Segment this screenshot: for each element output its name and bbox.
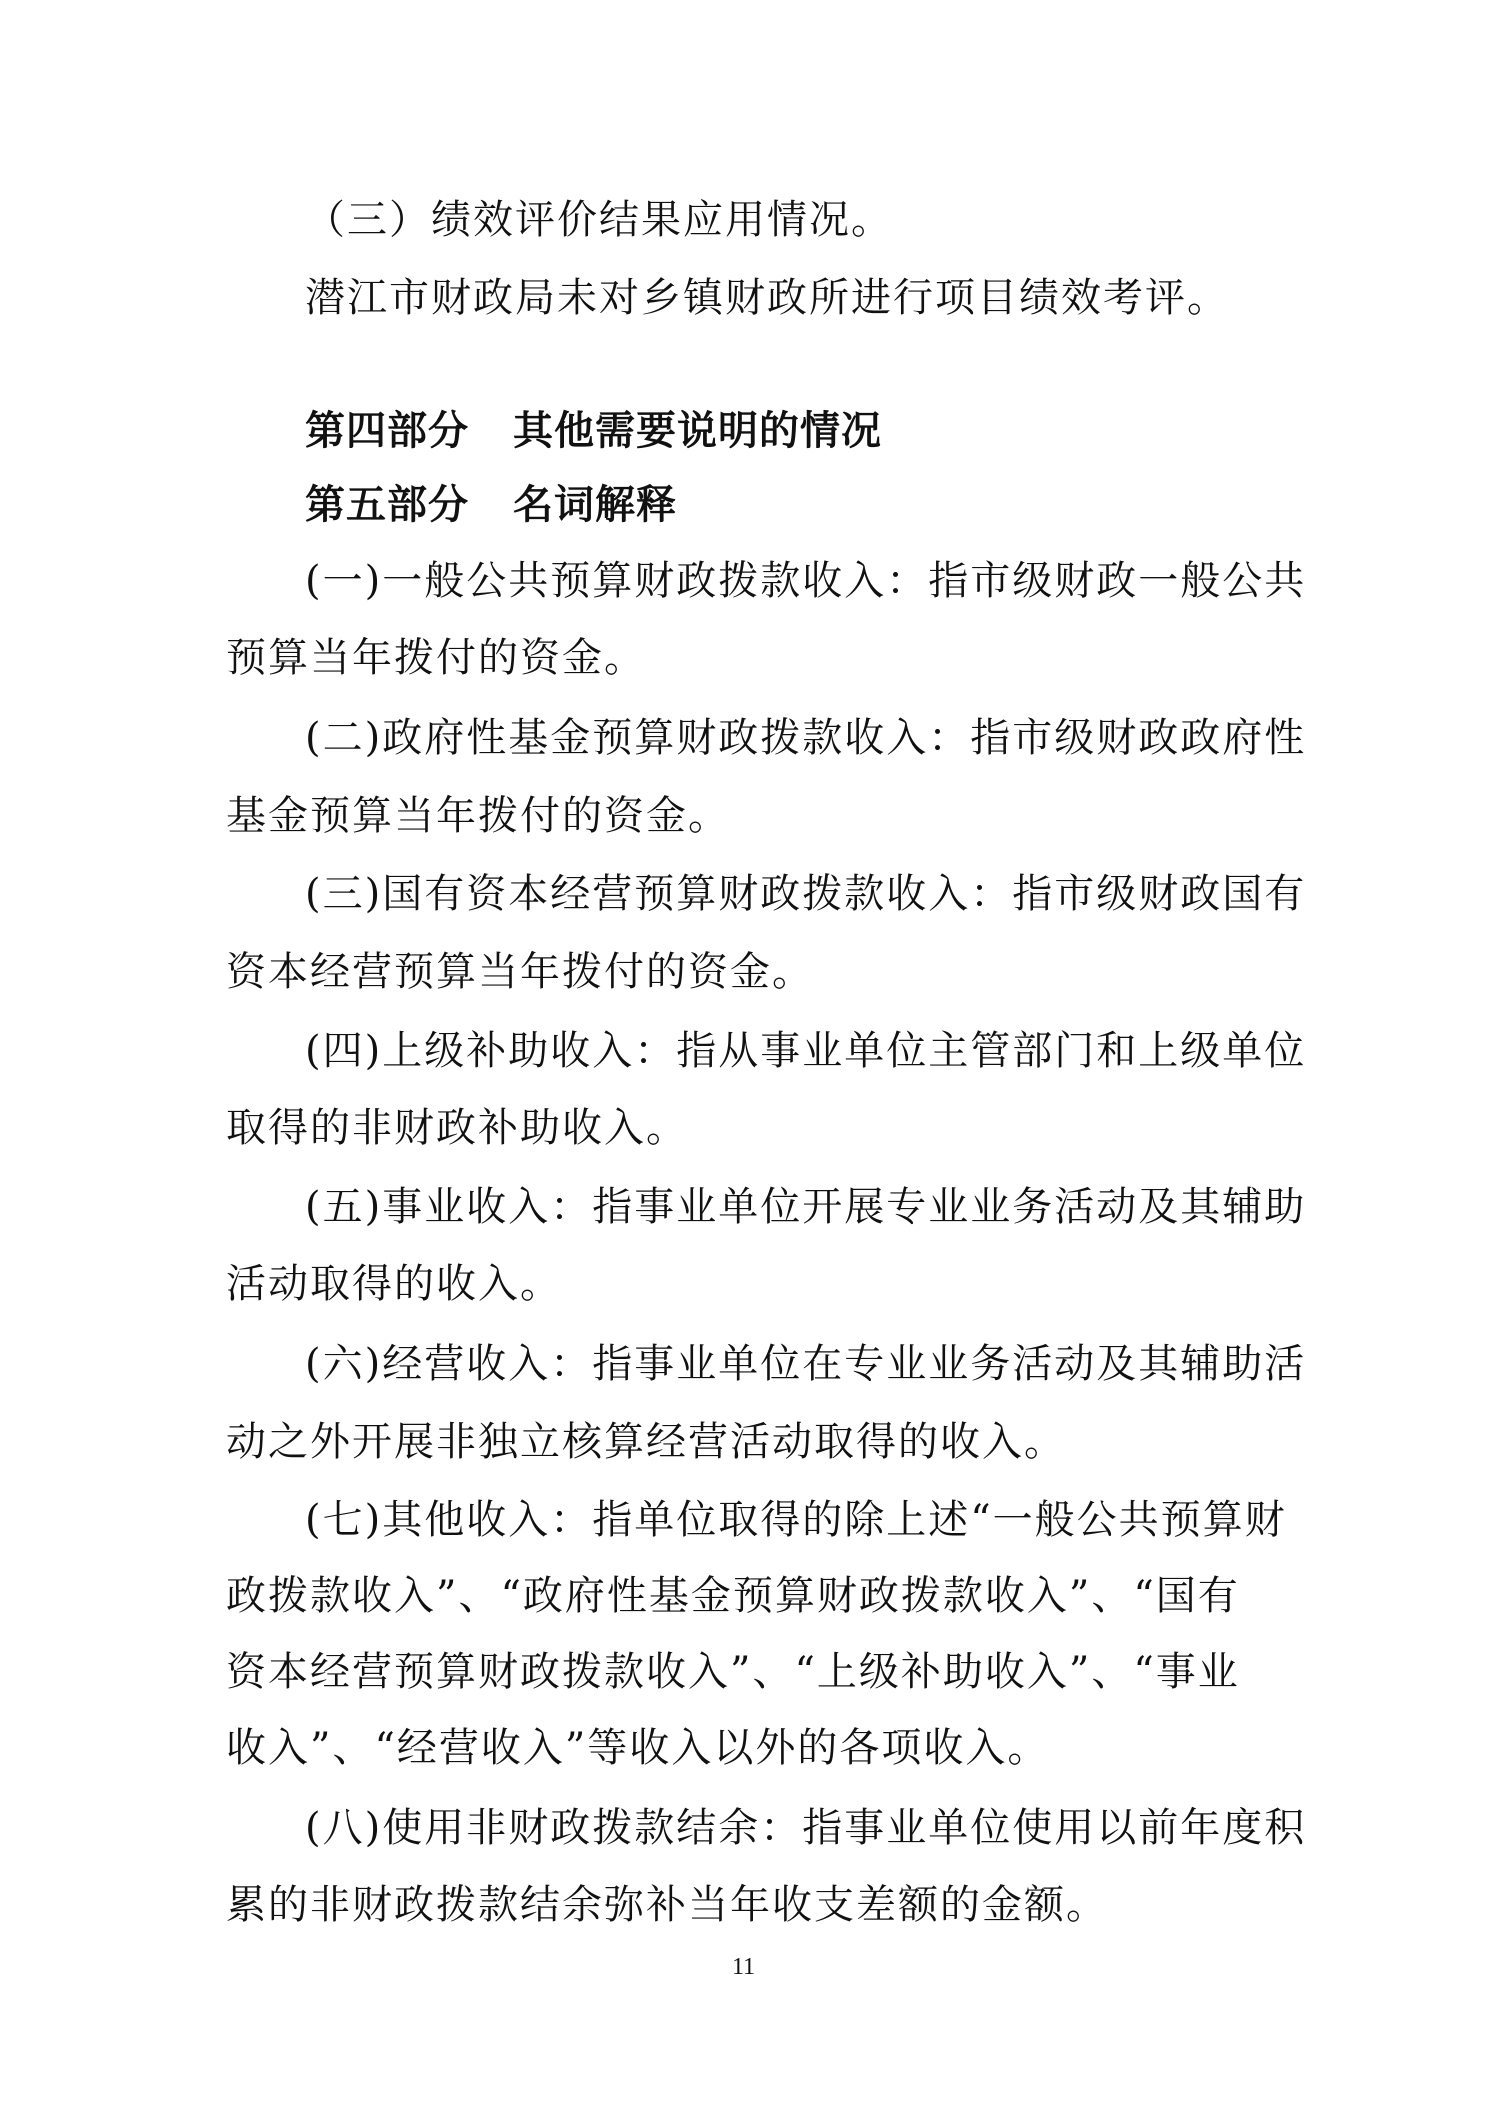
term-7-line-1: (七)其他收入：指单位取得的除上述“一般公共预算财 — [305, 1497, 1287, 1543]
term-4-line-1: (四)上级补助收入：指从事业单位主管部门和上级单位 — [305, 1028, 1307, 1074]
term-7-line-4: 收入”、“经营收入”等收入以外的各项收入。 — [226, 1725, 1050, 1771]
term-1-line-1: (一)一般公共预算财政拨款收入：指市级财政一般公共 — [305, 558, 1307, 604]
term-2-line-2: 基金预算当年拨付的资金。 — [226, 793, 730, 839]
term-3-line-1: (三)国有资本经营预算财政拨款收入：指市级财政国有 — [305, 871, 1307, 917]
part5-title: 名词解释 — [513, 482, 677, 528]
part4-title: 其他需要说明的情况 — [513, 408, 882, 454]
term-7-line-3: 资本经营预算财政拨款收入”、“上级补助收入”、“事业 — [226, 1649, 1240, 1695]
term-4-line-2: 取得的非财政补助收入。 — [226, 1105, 688, 1151]
term-8-line-2: 累的非财政拨款结余弥补当年收支差额的金额。 — [226, 1882, 1108, 1928]
part4-label: 第四部分 — [305, 408, 469, 454]
term-5-line-1: (五)事业收入：指事业单位开展专业业务活动及其辅助 — [305, 1184, 1307, 1230]
section3-body: 潜江市财政局未对乡镇财政所进行项目绩效考评。 — [305, 275, 1229, 321]
term-1-line-2: 预算当年拨付的资金。 — [226, 635, 646, 681]
term-6-line-1: (六)经营收入：指事业单位在专业业务活动及其辅助活 — [305, 1341, 1307, 1387]
part5-heading — [305, 477, 677, 533]
term-7-line-2: 政拨款收入”、“政府性基金预算财政拨款收入”、“国有 — [226, 1573, 1240, 1619]
page-number: 11 — [731, 1954, 756, 1980]
term-6-line-2: 动之外开展非独立核算经营活动取得的收入。 — [226, 1419, 1066, 1465]
section3-title: （三）绩效评价结果应用情况。 — [305, 197, 893, 243]
term-3-line-2: 资本经营预算当年拨付的资金。 — [226, 949, 814, 995]
term-8-line-1: (八)使用非财政拨款结余：指事业单位使用以前年度积 — [305, 1805, 1307, 1851]
part5-label: 第五部分 — [305, 482, 469, 528]
term-2-line-1: (二)政府性基金预算财政拨款收入：指市级财政政府性 — [305, 715, 1307, 761]
part4-heading — [305, 403, 882, 459]
term-5-line-2: 活动取得的收入。 — [226, 1261, 562, 1307]
